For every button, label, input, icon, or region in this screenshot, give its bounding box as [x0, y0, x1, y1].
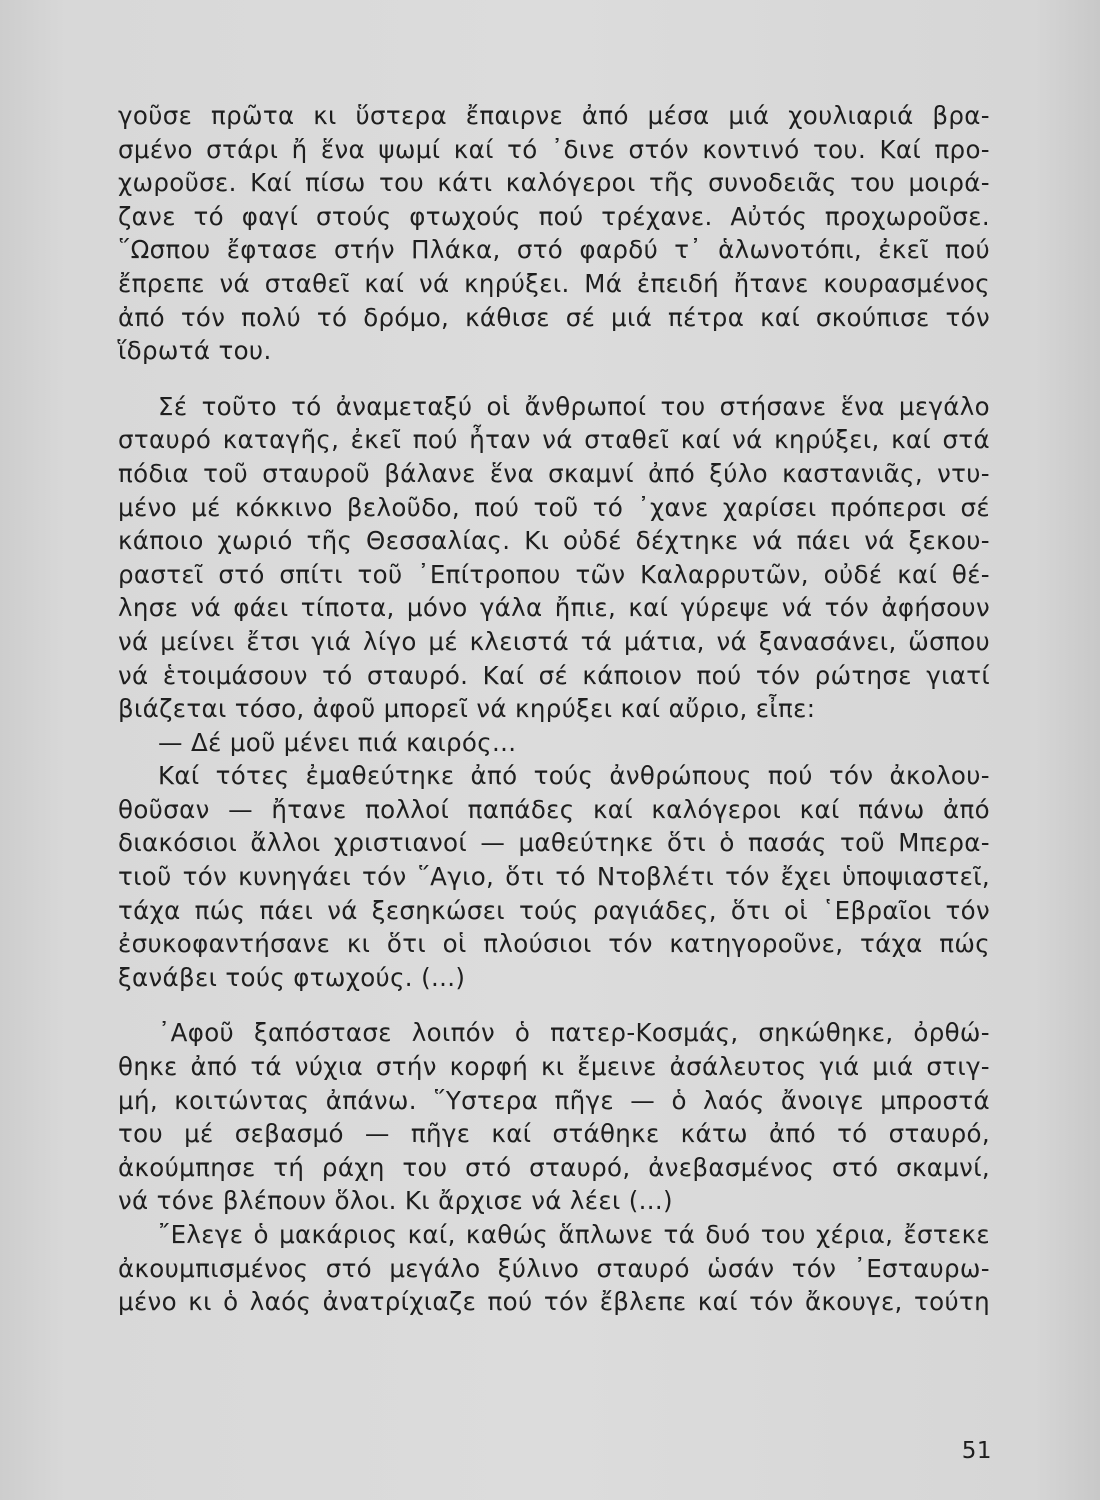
- text-line: ῞Ωσπου ἔφτασε στήν Πλάκα, στό φαρδύ τ᾽ ἁλωνοτόπι, ἐκεῖ πού: [118, 235, 990, 265]
- text-line: γοῦσε πρῶτα κι ὕστερα ἔπαιρνε ἀπό μέσα μιά χουλιαριά βρα-: [118, 101, 990, 130]
- text-line: βιάζεται τόσο, ἀφοῦ μπορεῖ νά κηρύξει καί αὔριο, εἶπε:: [118, 694, 816, 724]
- text-line: νά ἑτοιμάσουν τό σταυρό. Καί σέ κάποιον πού τόν ρώτησε γιατί: [118, 660, 990, 690]
- text-line: ξανάβει τούς φτωχούς. (...): [118, 962, 466, 992]
- text-line: χωροῦσε. Καί πίσω του κάτι καλόγεροι τῆς συνοδειᾶς του μοιρά-: [118, 168, 990, 198]
- text-line: Καί τότες ἐμαθεύτηκε ἀπό τούς ἀνθρώπους πού τόν ἀκολου-: [158, 761, 990, 791]
- text-line: ἐσυκοφαντήσανε κι ὅτι οἱ πλούσιοι τόν κατηγοροῦνε, τάχα πώς: [118, 929, 990, 959]
- text-line: λησε νά φάει τίποτα, μόνο γάλα ἤπιε, καί γύρεψε νά τόν ἀφήσουν: [118, 593, 990, 623]
- text-line: ραστεῖ στό σπίτι τοῦ ᾽Επίτροπου τῶν Καλαρρυτῶν, οὐδέ καί θέ-: [118, 559, 990, 589]
- paragraph-gap: [118, 994, 990, 1016]
- text-line: σμένο στάρι ἤ ἕνα ψωμί καί τό ᾽δινε στόν κοντινό του. Καί προ-: [118, 134, 990, 164]
- text-line: νά τόνε βλέπουν ὅλοι. Κι ἄρχισε νά λέει (...): [118, 1186, 673, 1216]
- text-line: θοῦσαν — ἤτανε πολλοί παπάδες καί καλόγεροι καί πάνω ἀπό: [118, 794, 990, 824]
- text-line: — Δέ μοῦ μένει πιά καιρός...: [158, 727, 517, 757]
- text-line: ἀκούμπησε τή ράχη του στό σταυρό, ἀνεβασμένος στό σκαμνί,: [118, 1152, 990, 1182]
- text-line: κάποιο χωριό τῆς Θεσσαλίας. Κι οὐδέ δέχτηκε νά πάει νά ξεκου-: [118, 526, 990, 556]
- text-line: διακόσιοι ἄλλοι χριστιανοί — μαθεύτηκε ὅτι ὁ πασάς τοῦ Μπερα-: [118, 828, 990, 858]
- page-number: 51: [961, 1438, 992, 1464]
- text-line: Σέ τοῦτο τό ἀναμεταξύ οἱ ἄνθρωποί του στήσανε ἕνα μεγάλο: [158, 391, 990, 421]
- paragraph-5: [118, 1218, 990, 1319]
- text-line: ἵδρωτά του.: [118, 336, 272, 366]
- text-line: μένο κι ὁ λαός ἀνατρίχιαζε πού τόν ἔβλεπε καί τόν ἄκουγε, τούτη: [118, 1287, 990, 1317]
- text-line: ζανε τό φαγί στούς φτωχούς πού τρέχανε. Αὐτός προχωροῦσε.: [118, 201, 990, 231]
- paragraph-4: [118, 1016, 990, 1218]
- text-line: μή, κοιτώντας ἀπάνω. ῞Υστερα πῆγε — ὁ λαός ἄνοιγε μπροστά: [118, 1085, 990, 1115]
- paragraph-1: [118, 99, 990, 368]
- paragraph-2: [118, 390, 990, 760]
- text-line: ῎Ελεγε ὁ μακάριος καί, καθώς ἅπλωνε τά δυό του χέρια, ἔστεκε: [158, 1220, 990, 1249]
- text-line: τάχα πώς πάει νά ξεσηκώσει τούς ραγιάδες, ὅτι οἱ ῾Εβραῖοι τόν: [118, 895, 990, 925]
- text-line: νά μείνει ἔτσι γιά λίγο μέ κλειστά τά μάτια, νά ξανασάνει, ὥσπου: [118, 626, 990, 656]
- text-line: τιοῦ τόν κυνηγάει τόν ῞Αγιο, ὅτι τό Ντοβλέτι τόν ἔχει ὑποψιαστεῖ,: [118, 862, 990, 892]
- text-line: ᾽Αφοῦ ξαπόστασε λοιπόν ὁ πατερ-Κοσμάς, σηκώθηκε, ὀρθώ-: [158, 1018, 990, 1048]
- text-line: μένο μέ κόκκινο βελοῦδο, πού τοῦ τό ᾽χανε χαρίσει πρόπερσι σέ: [118, 492, 990, 522]
- text-line: ἀκουμπισμένος στό μεγάλο ξύλινο σταυρό ὡσάν τόν ᾽Εσταυρω-: [118, 1253, 990, 1283]
- text-line: σταυρό καταγῆς, ἐκεῖ πού ἦταν νά σταθεῖ καί νά κηρύξει, καί στά: [118, 425, 990, 455]
- text-line: θηκε ἀπό τά νύχια στήν κορφή κι ἔμεινε ἀσάλευτος γιά μιά στιγ-: [118, 1052, 990, 1082]
- text-line: του μέ σεβασμό — πῆγε καί στάθηκε κάτω ἀπό τό σταυρό,: [118, 1119, 990, 1149]
- text-line: ἔπρεπε νά σταθεῖ καί νά κηρύξει. Μά ἐπειδή ἤτανε κουρασμένος: [118, 268, 990, 298]
- paragraph-3: [118, 759, 990, 994]
- paragraph-gap: [118, 368, 990, 390]
- text-line: πόδια τοῦ σταυροῦ βάλανε ἕνα σκαμνί ἀπό ξύλο καστανιᾶς, ντυ-: [118, 458, 990, 488]
- text-line: ἀπό τόν πολύ τό δρόμο, κάθισε σέ μιά πέτρα καί σκούπισε τόν: [118, 302, 990, 332]
- body-text: [118, 99, 990, 1319]
